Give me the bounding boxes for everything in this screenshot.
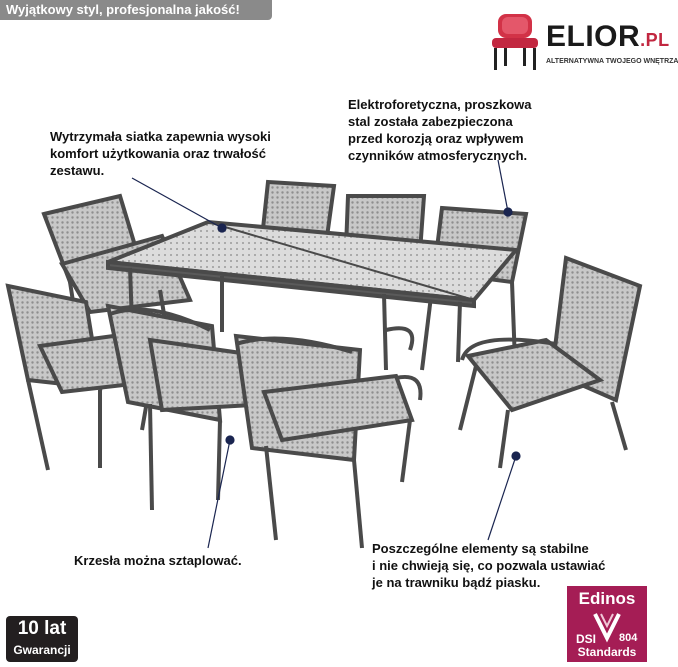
edinos-code-left: DSI	[576, 632, 597, 646]
edinos-name: Edinos	[578, 589, 636, 608]
warranty-years: 10 lat	[17, 618, 67, 639]
promo-banner-text: Wyjątkowy styl, profesjonalna jakość!	[6, 2, 240, 17]
checkmark-icon	[593, 610, 621, 640]
logo-brand: ELIOR	[546, 20, 641, 53]
callout-mesh-line-1: Wytrzymała siatka zapewnia wysoki	[50, 129, 271, 144]
callout-stable-line-2: i nie chwieją się, co pozwala ustawiać	[372, 558, 606, 573]
edinos-badge	[567, 586, 647, 662]
callout-steel-line-1: Elektroforetyczna, proszkowa	[348, 97, 532, 112]
callout-steel-line-2: stal została zabezpieczona	[348, 114, 513, 129]
callout-stable-line-1: Poszczególne elementy są stabilne	[372, 541, 589, 556]
callout-stable-line-3: je na trawniku bądź piasku.	[372, 575, 541, 590]
logo-suffix: .PL	[640, 30, 670, 50]
logo-tagline: ALTERNATYWNA TWOJEGO WNĘTRZA	[546, 58, 678, 65]
chair-front-right	[236, 336, 421, 548]
warranty-label: Gwarancji	[13, 643, 71, 657]
edinos-label: Standards	[577, 645, 637, 659]
warranty-badge	[6, 616, 78, 662]
callout-mesh-line-2: komfort użytkowania oraz trwałość	[50, 146, 266, 161]
callout-steel-line-4: czynników atmosferycznych.	[348, 148, 528, 163]
chair-right	[460, 258, 640, 468]
callout-steel-line-3: przed korozją oraz wpływem	[348, 131, 524, 146]
edinos-code-right: 804	[619, 632, 638, 644]
callout-stack-line-1: Krzesła można sztaplować.	[74, 553, 242, 568]
callout-mesh-line-3: zestawu.	[50, 163, 105, 178]
